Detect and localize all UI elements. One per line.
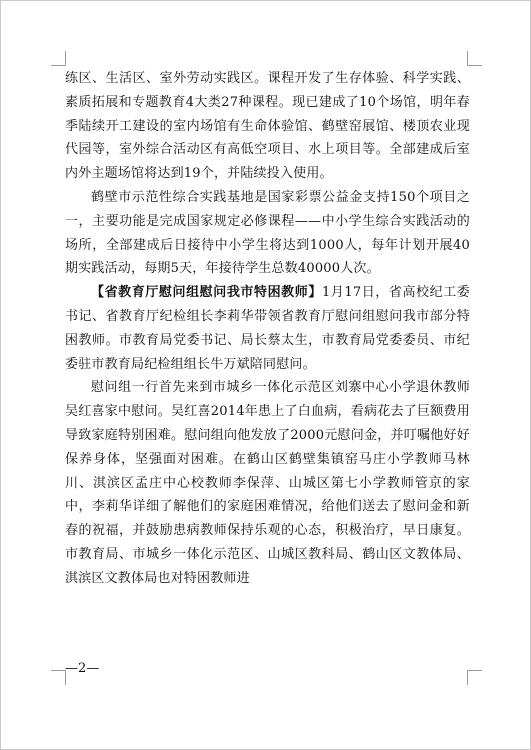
page-number: —2— (65, 661, 100, 676)
crop-mark-top-left (51, 51, 66, 66)
news-headline: 【省教育厅慰问组慰问我市特困教师】 (91, 285, 322, 301)
crop-mark-bottom-right (467, 670, 482, 685)
paragraph-3 (65, 281, 470, 376)
crop-mark-top-right (467, 51, 482, 66)
paragraph-4: 慰问组一行首先来到市城乡一体化示范区刘寨中心小学退休教师吴红喜家中慰问。吴红喜2014年患上了白血病，看病花去了巨额费用导致家庭特别困难。慰问组向他发放了2000元慰问金，并叮嘱他好好保养身体，坚强面对困难。在鹤山区鹤壁集镇窑马庄小学教师马林川、淇滨区孟庄中心校教师李保萍、山城区第七小学教师管京的家中，李莉华详细了解他们的家庭困难情况，给他们送去了慰问金和新春的祝福，并鼓励患病教师保持乐观的心态，积极治疗，早日康复。市教育局、市城乡一体化示范区、山城区教科局、鹤山区文教体局、淇滨区文教体局也对特困教师进 (65, 380, 470, 586)
document-body (65, 67, 470, 591)
paragraph-1: 练区、生活区、室外劳动实践区。课程开发了生存体验、科学实践、素质拓展和专题教育4大类27种课程。现已建成了10个场馆，明年春季陆续开工建设的室内场馆有生命体验馆、鹤壁窑展馆、楼顶农业现代园等，室外综合活动区有高低空项目、水上项目等。全部建成后室内外主题场馆将达到19个，并陆续投入使用。 (65, 71, 470, 182)
paragraph-3-text: 1月17日，省高校纪工委书记、省教育厅纪检组长李莉华带领省教育厅慰问组慰问我市部分特困教师。市教育局党委书记、局长蔡太生，市教育局党委委员、市纪委驻市教育局纪检组组长牛万斌陪同慰问。 (65, 285, 470, 372)
paragraph-2: 鹤壁市示范性综合实践基地是国家彩票公益金支持150个项目之一，主要功能是完成国家规定必修课程——中小学生综合实践活动的场所，全部建成后日接待中小学生将达到1000人，每年计划开展40期实践活动，每期5天，年接待学生总数40000人次。 (65, 189, 470, 277)
crop-mark-bottom-left (51, 670, 66, 685)
